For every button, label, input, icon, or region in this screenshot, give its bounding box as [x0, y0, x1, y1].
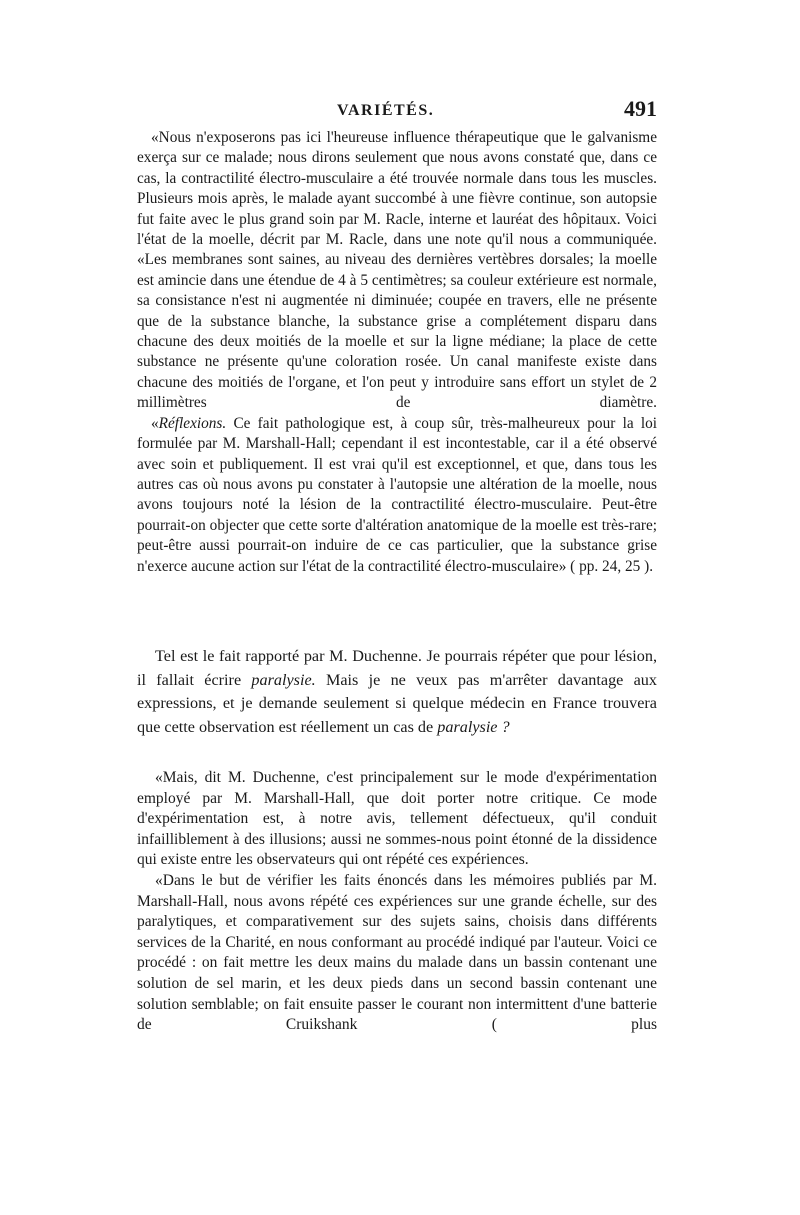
running-title: VARIÉTÉS. — [337, 102, 435, 119]
reflexions-heading: Réflexions. — [158, 414, 227, 432]
quoted-critique — [137, 768, 657, 1036]
reflexions-paragraph — [137, 414, 657, 577]
comment-paragraph — [137, 645, 657, 739]
opening-quote-mark: « — [151, 414, 159, 432]
quoted-observation — [137, 128, 657, 577]
critique-paragraph-1: «Mais, dit M. Duchenne, c'est principalement sur le mode d'expérimentation employé par M. Marshall-Hall, que doit porter notre critique. Ce mode d'expérimentation est, à notre avis, tellement défectueux, qu'il conduit infailliblement à des illusions; aussi ne sommes-nous point étonné de la dissidence qui existe entre les observateurs qui ont répété ces expériences. — [137, 769, 657, 869]
page-number: 491 — [624, 96, 657, 121]
quote-paragraph: «Nous n'exposerons pas ici l'heureuse influence thérapeutique que le galvanisme exerça sur ce malade; nous dirons seulement que nous avons constaté que, dans ce cas, la contractilité électro-musculaire a été trouvée normale dans tous les muscles. Plusieurs mois après, le malade ayant succombé à une fièvre continue, son autopsie fut faite avec le plus grand soin par M. Racle, interne et lauréat des hôpitaux. Voici l'état de la moelle, décrit par M. Racle, dans une note qu'il nous a communiquée. «Les membranes sont saines, au niveau des dernières vertèbres dorsales; la moelle est amincie dans une étendue de 4 à 5 centimètres; sa couleur extérieure est normale, sa consistance n'est ni augmentée ni diminuée; coupée en travers, elle ne présente que de la substance blanche, la substance grise a complétement disparu dans chacune des deux moitiés de la moelle et sur la ligne médiane; la place de cette substance ne présente qu'une coloration rosée. Un canal manifeste existe dans chacune des moitiés de l'organe, et l'on peut y introduire sans effort un stylet de 2 millimètres de diamètre. — [137, 129, 657, 412]
comment-italic-1: paralysie. — [251, 670, 316, 689]
comment-italic-2: paralysie ? — [437, 717, 510, 736]
critique-paragraph-2: «Dans le but de vérifier les faits énoncés dans les mémoires publiés par M. Marshall-Hall, nous avons répété ces expériences sur une grande échelle, sur des paralytiques, et comparativement sur des sujets sains, choisis dans différents services de la Charité, en nous conformant au procédé indiqué par l'auteur. Voici ce procédé : on fait mettre les deux mains du malade dans un bassin contenant une solution de sel marin, et les deux pieds dans un second bassin contenant une solution semblable; on fait ensuite passer le courant non intermittent d'une batterie de Cruikshank ( plus — [137, 871, 657, 1034]
comment-text-1: Tel est le fait rapporté par M. Duchenne. Je pourrais répéter que pour lésion, il fallait écrire — [137, 647, 657, 689]
page-header — [137, 98, 657, 124]
comment-text-2: Mais je ne veux pas m'arrêter davantage aux expressions, et je demande seulement si quelque médecin en France trouvera que cette observation est réellement un cas de — [137, 670, 657, 736]
reflexions-text: Ce fait pathologique est, à coup sûr, très-malheureux pour la loi formulée par M. Marshall-Hall; cependant il est incontestable, car il a été observé avec soin et publiquement. Il est vrai qu'il est exceptionnel, et que, dans tous les autres cas où nous avons pu constater à l'autopsie une altération de la moelle, nous avons toujours noté la lésion de la contractilité électro-musculaire. Peut-être pourrait-on objecter que cette sorte d'altération anatomique de la moelle est très-rare; peut-être aussi pourrait-on induire de ce cas particulier, que la substance grise n'exerce aucune action sur l'état de la contractilité électro-musculaire» ( pp. 24, 25 ). — [137, 414, 657, 575]
author-comment — [137, 645, 657, 739]
